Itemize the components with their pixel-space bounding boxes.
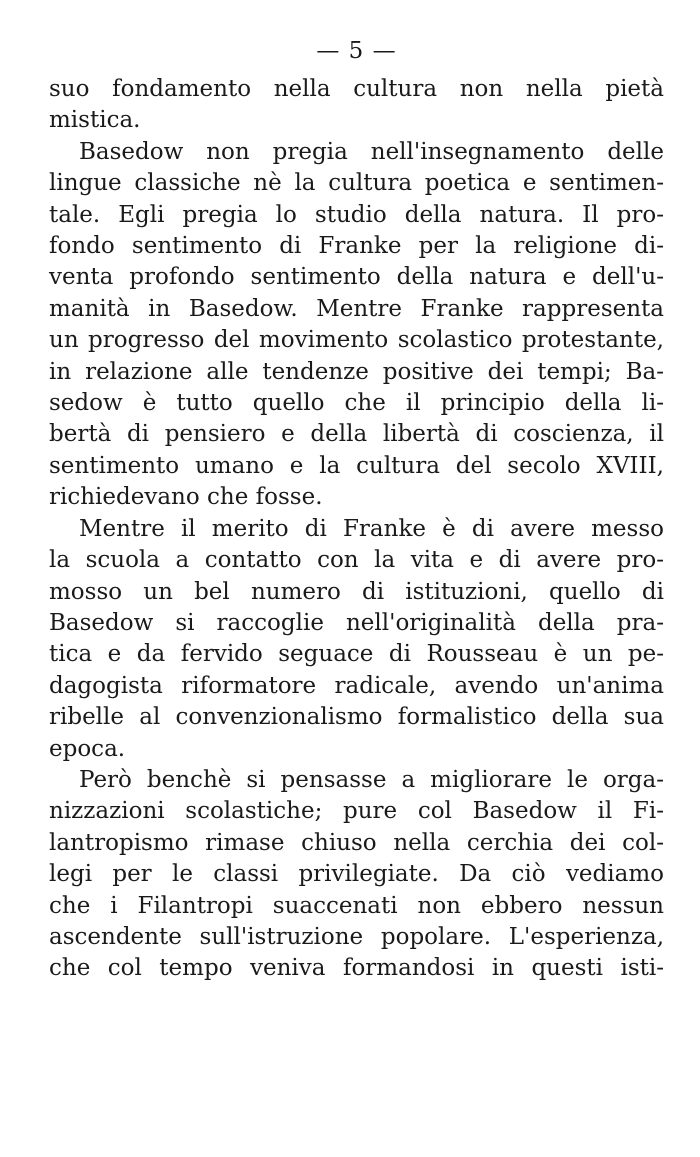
text-line: suo fondamento nella cultura non nella pietà [49,76,664,102]
text-line: epoca. [49,735,126,762]
text-line: tica e da fervido seguace di Rousseau è un pe- [49,641,664,668]
text-line: mosso un bel numero di istituzioni, quello di [49,578,664,605]
text-line: sedow è tutto quello che il principio della li- [49,390,664,417]
paragraph-4 [49,765,664,985]
text-line: lantropismo rimase chiuso nella cerchia dei col- [49,829,664,856]
text-line: Basedow non pregia nell'insegnamento delle [79,138,664,165]
page-number: — 5 — [316,38,397,64]
text-line: venta profondo sentimento della natura e dell'u- [49,264,664,291]
text-line: che i Filantropi suaccenati non ebbero nessun [49,892,664,919]
paragraph-1 [49,74,664,137]
text-line: la scuola a contatto con la vita e di avere pro- [49,547,664,574]
text-line: Però benchè si pensasse a migliorare le orga- [79,766,664,793]
text-line: fondo sentimento di Franke per la religione di- [49,233,664,260]
text-line: in relazione alle tendenze positive dei tempi; Ba- [49,358,664,385]
text-line: richiedevano che fosse. [49,484,323,511]
text-line: ascendente sull'istruzione popolare. L'esperienza, [49,923,664,950]
text-line: che col tempo veniva formandosi in questi isti- [49,955,664,982]
text-line: ribelle al convenzionalismo formalistico della sua [49,704,664,731]
text-line: manità in Basedow. Mentre Franke rappresenta [49,295,664,322]
text-line: Basedow si raccoglie nell'originalità della pra- [49,609,664,636]
text-line: tale. Egli pregia lo studio della natura. Il pro- [49,201,664,228]
text-line: un progresso del movimento scolastico protestante, [49,327,664,354]
text-line: sentimento umano e la cultura del secolo XVIII, [49,452,664,479]
body-text [49,74,664,985]
paragraph-3 [49,514,664,765]
text-line: Mentre il merito di Franke è di avere messo [79,515,664,542]
text-line: bertà di pensiero e della libertà di coscienza, il [49,421,664,448]
text-line: legi per le classi privilegiate. Da ciò vediamo [49,861,664,888]
text-line: nizzazioni scolastiche; pure col Basedow il Fi- [49,798,664,825]
text-line: dagogista riformatore radicale, avendo un'anima [49,672,664,699]
text-line: lingue classiche nè la cultura poetica e sentimen- [49,170,664,197]
paragraph-2 [49,137,664,514]
text-line: mistica. [49,107,141,134]
